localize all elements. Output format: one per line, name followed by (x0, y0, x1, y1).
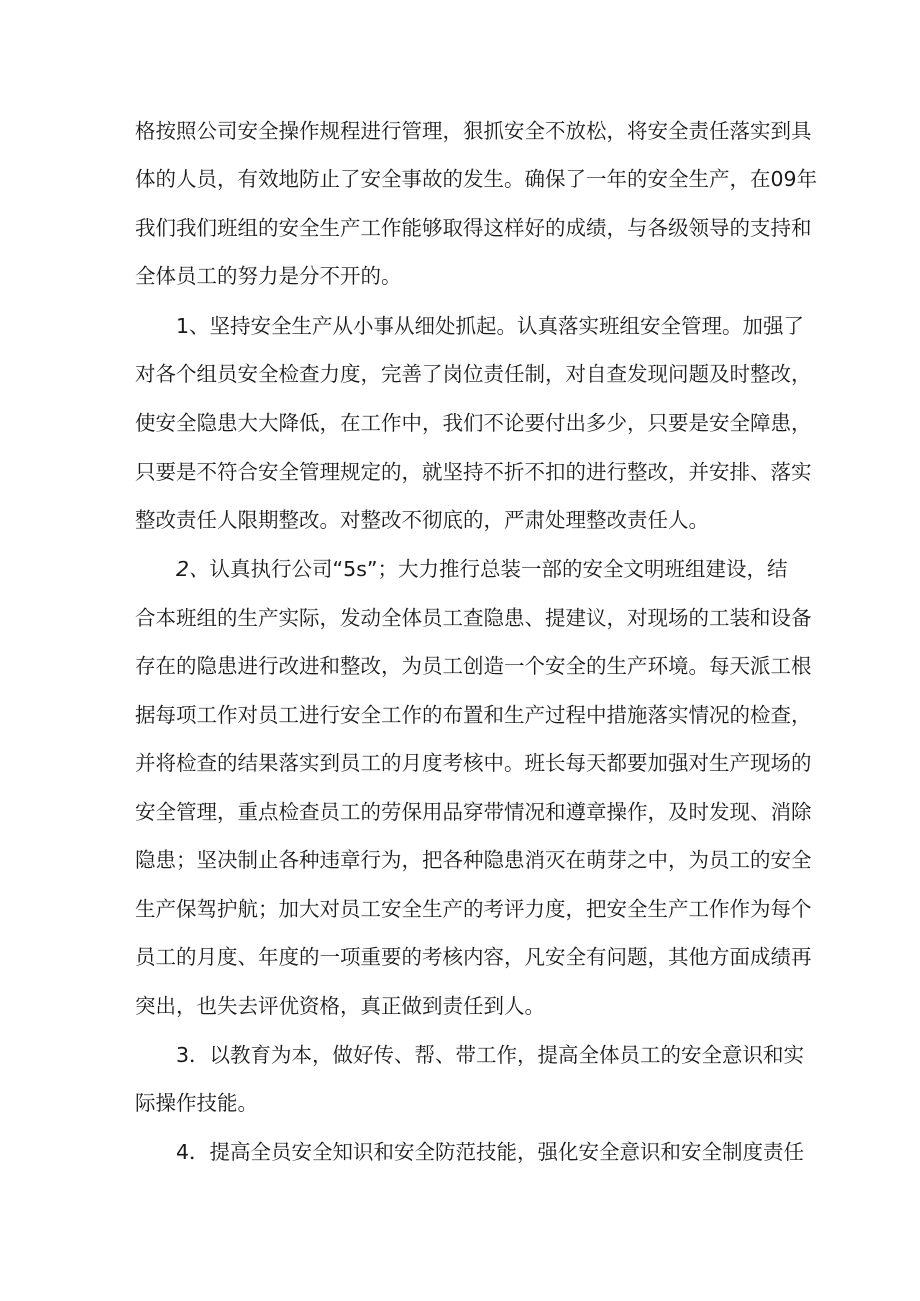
text-line: 突出，也失去评优资格，真正做到责任到人。 (135, 994, 545, 1018)
text-line: 存在的隐患进行改进和整改，为员工创造一个安全的生产环境。每天派工根 (135, 654, 812, 678)
text-line: 安全管理，重点检查员工的劳保用品穿带情况和遵章操作，及时发现、消除 (135, 800, 812, 824)
text-line: 体的人员，有效地防止了安全事故的发生。确保了一年的安全生产，在09年 (135, 167, 818, 191)
text-line: 合本班组的生产实际，发动全体员工查隐患、提建议，对现场的工装和设备 (135, 606, 812, 630)
text-line: 全体员工的努力是分不开的。 (135, 264, 402, 288)
text-line: 3．以教育为本，做好传、帮、带工作，提高全体员工的安全意识和实 (176, 1043, 805, 1067)
text-line: 1、坚持安全生产从小事从细处抓起。认真落实班组安全管理。加强了 (176, 314, 805, 338)
line-text: 认真执行公司“5s”；大力推行总装一部的安全文明班组建设，结 (209, 557, 788, 581)
text-line: 整改责任人限期整改。对整改不彻底的，严肃处理整改责任人。 (135, 508, 709, 532)
text-line: 使安全隐患大大降低，在工作中，我们不论要付出多少，只要是安全障患， (135, 411, 812, 435)
text-line: 员工的月度、年度的一项重要的考核内容，凡安全有问题，其他方面成绩再 (135, 945, 812, 969)
text-line (176, 555, 788, 583)
text-line: 隐患；坚决制止各种违章行为，把各种隐患消灭在萌芽之中，为员工的安全 (135, 848, 812, 872)
text-line: 4．提高全员安全知识和安全防范技能，强化安全意识和安全制度责任 (176, 1140, 805, 1164)
text-line: 并将检查的结果落实到员工的月度考核中。班长每天都要加强对生产现场的 (135, 751, 812, 775)
text-line: 生产保驾护航；加大对员工安全生产的考评力度，把安全生产工作作为每个 (135, 897, 812, 921)
text-line: 格按照公司安全操作规程进行管理，狠抓安全不放松，将安全责任落实到具 (135, 119, 812, 143)
text-line: 据每项工作对员工进行安全工作的布置和生产过程中措施落实情况的检查， (135, 703, 812, 727)
text-line: 我们我们班组的安全生产工作能够取得这样好的成绩，与各级领导的支持和 (135, 216, 812, 240)
text-line: 对各个组员安全检查力度，完善了岗位责任制，对自查发现问题及时整改， (135, 362, 812, 386)
list-number: 2、 (176, 557, 210, 581)
text-line: 际操作技能。 (135, 1091, 258, 1115)
text-line: 只要是不符合安全管理规定的，就坚持不折不扣的进行整改，并安排、落实 (135, 460, 812, 484)
